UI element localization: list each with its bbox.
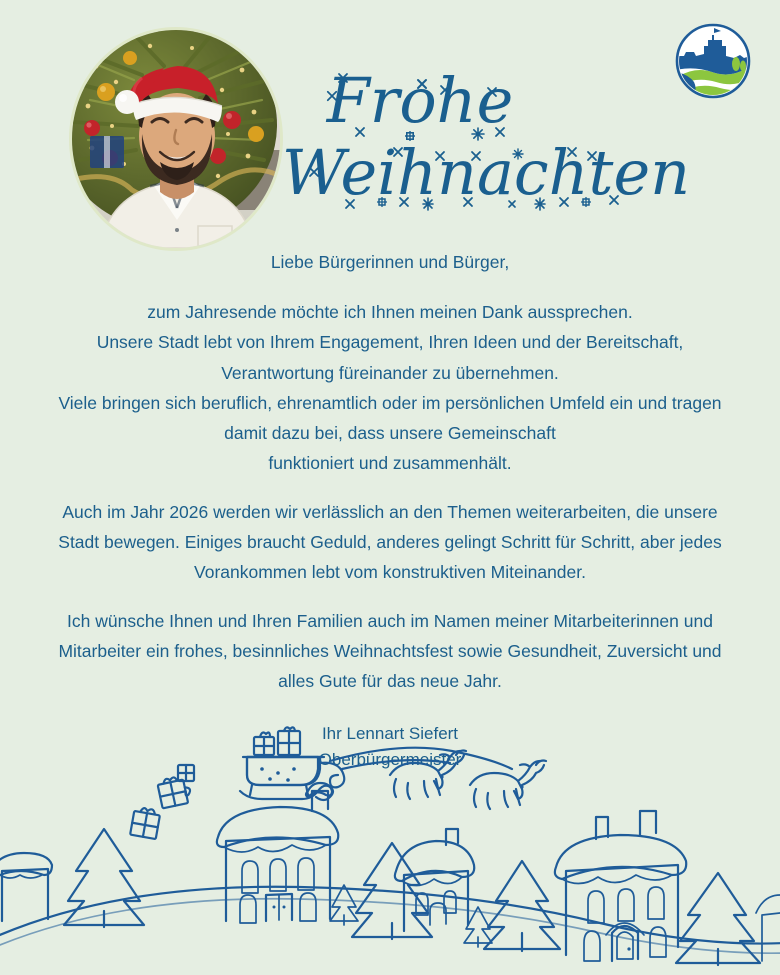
paragraph-1-line-4: Viele bringen sich beruflich, ehrenamtlich oder im persönlichen Umfeld ein und tragen (58, 392, 722, 413)
paragraph-1-line-6: funktioniert und zusammenhält. (268, 452, 512, 473)
house-left-icon (0, 853, 52, 921)
paragraph-2 (22, 497, 758, 587)
signature-title: Oberbürgermeister (318, 749, 462, 769)
signature-name: Ihr Lennart Siefert (321, 723, 459, 743)
paragraph-1 (22, 297, 758, 478)
fir-tree-far-right-icon (676, 873, 760, 965)
paragraph-3-line-3: alles Gute für das neue Jahr. (278, 671, 502, 692)
house-main-icon (217, 783, 338, 923)
city-logo-icon (674, 22, 752, 100)
house-mid-icon (395, 829, 474, 931)
fir-tree-small-center-icon (330, 885, 358, 925)
headline-line-1: Frohe (326, 64, 514, 137)
fir-tree-left-icon (64, 829, 144, 927)
paragraph-2-line-3: Vorankommen lebt vom konstruktiven Miteinander. (194, 562, 586, 583)
portrait-photo (72, 30, 280, 248)
paragraph-3 (22, 606, 758, 696)
paragraph-1-line-3: Verantwortung füreinander zu übernehmen. (221, 362, 559, 383)
paragraph-2-line-1: Auch im Jahr 2026 werden wir verlässlich an den Themen weiterarbeiten, die unsere (62, 501, 718, 522)
paragraph-2-line-2: Stadt bewegen. Einiges braucht Geduld, anderes gelingt Schritt für Schritt, aber jedes (58, 532, 722, 553)
salutation: Liebe Bürgerinnen und Bürger, (270, 252, 510, 272)
house-far-right-icon (756, 895, 780, 961)
headline-frohe-weihnachten (281, 44, 691, 224)
house-right-icon (555, 811, 686, 961)
paragraph-1-line-1: zum Jahresende möchte ich Ihnen meinen Dank aussprechen. (147, 302, 633, 323)
headline-line-2: Weihnachten (281, 136, 691, 209)
paragraph-1-line-2: Unsere Stadt lebt von Ihrem Engagement, Ihren Ideen und der Bereitschaft, (96, 332, 684, 353)
snow-hill-line (0, 887, 780, 944)
paragraph-3-line-1: Ich wünsche Ihnen und Ihren Familien auch im Namen meiner Mitarbeiterinnen und (67, 611, 713, 632)
letter-body (0, 250, 780, 773)
falling-presents-icon (130, 765, 194, 839)
winter-village-illustration (0, 725, 780, 975)
paragraph-1-line-5: damit dazu bei, dass unsere Gemeinschaft (224, 422, 556, 443)
card-header (0, 0, 780, 250)
paragraph-3-line-2: Mitarbeiter ein frohes, besinnliches Weihnachtsfest sowie Gesundheit, Zuversicht und (58, 641, 722, 662)
